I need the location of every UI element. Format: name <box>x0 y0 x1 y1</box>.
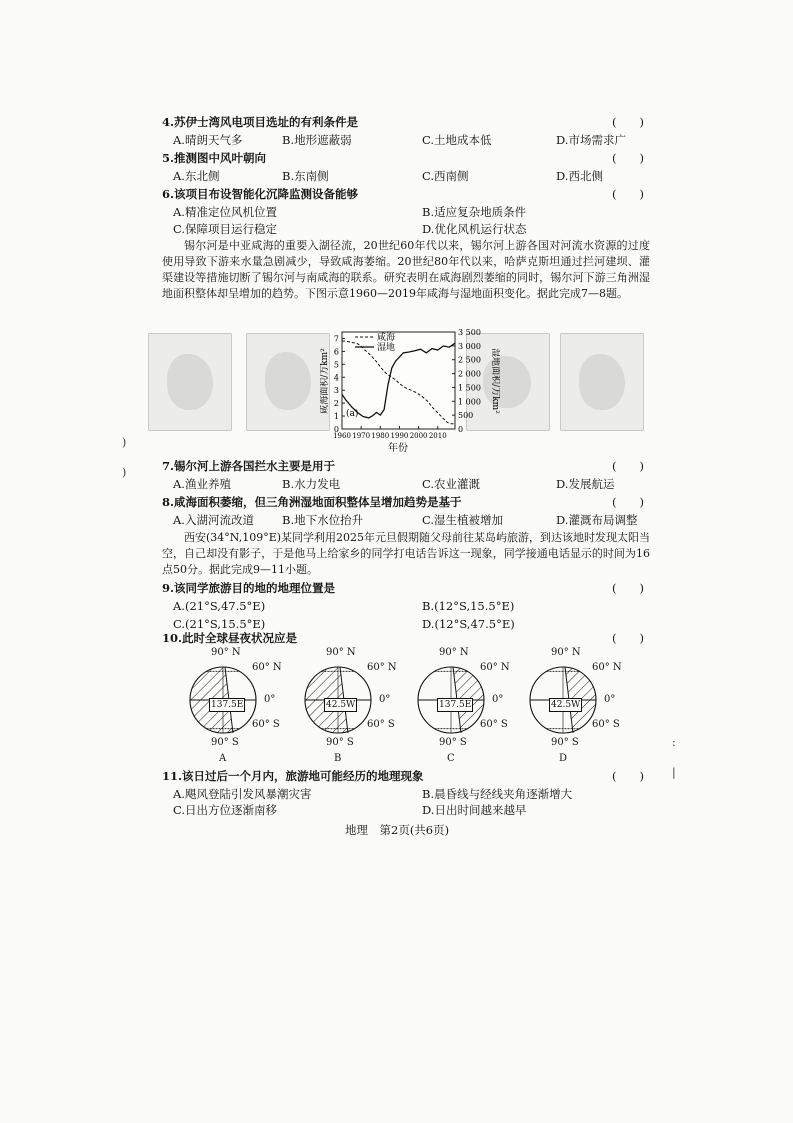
globe-label-equator: 0° <box>379 694 391 705</box>
globe-c <box>404 645 524 763</box>
x-tick-label: 2000 <box>409 432 428 440</box>
x-tick-label: 2010 <box>428 432 447 440</box>
globe-caption: B <box>334 753 342 764</box>
q8-option-a: A.入湖河流改道 <box>173 513 254 527</box>
q9-bracket: ( ) <box>612 581 644 595</box>
q4-option-c: C.土地成本低 <box>422 133 492 147</box>
globe-label-90n: 90° N <box>326 647 356 658</box>
q5-option-d: D.西北侧 <box>556 169 603 183</box>
margin-speck: | <box>672 766 676 779</box>
y-right-tick-label: 1 000 <box>458 397 481 407</box>
q11-option-b: B.晨昏线与经线夹角逐渐增大 <box>422 787 573 801</box>
globe-caption: A <box>219 753 227 764</box>
globe-label-90s: 90° S <box>551 737 579 748</box>
q8-bracket: ( ) <box>612 495 644 509</box>
y-left-tick-label: 6 <box>333 347 339 357</box>
q11-stem: 11.该日过后一个月内，旅游地可能经历的地理现象 <box>162 769 424 783</box>
passage-aral-sea: 锡尔河是中亚咸海的重要入湖径流，20世纪60年代以来，锡尔河上游各国对河流水资源的过度使用导致下游来水量急剧减少，导致咸海萎缩。20世纪80年代以来，哈萨克斯坦通过拦河建坝、灌渠建设等措施切断了锡尔河与南咸海的联系。研究表明在咸海剧烈萎缩的同时，锡尔河下游三角洲湿地面积整体却呈增加的趋势。下图示意1960—2019年咸海与湿地面积变化。据此完成7—8题。 <box>162 239 650 300</box>
globe-meridian-label: 42.5W <box>326 700 356 710</box>
globe-meridian-label: 137.5E <box>439 700 472 710</box>
q6-option-c: C.保障项目运行稳定 <box>173 222 278 236</box>
globe-label-90n: 90° N <box>439 647 469 658</box>
globe-b <box>291 645 411 763</box>
faint-map-4 <box>560 333 644 431</box>
globe-label-60n: 60° N <box>480 662 510 673</box>
q7-option-a: A.渔业养殖 <box>173 477 231 491</box>
globe-a <box>176 645 296 763</box>
q4-option-d: D.市场需求广 <box>556 133 626 147</box>
q6-bracket: ( ) <box>612 187 644 201</box>
q4-option-b: B.地形遮蔽弱 <box>282 133 352 147</box>
q6-option-d: D.优化风机运行状态 <box>422 222 527 236</box>
y-left-tick-label: 1 <box>333 412 339 422</box>
aral-sea-wetland-chart <box>320 325 500 455</box>
globe-label-60n: 60° N <box>252 662 282 673</box>
y-right-tick-label: 3 500 <box>458 328 481 337</box>
page-footer: 地理 第2页(共6页) <box>345 823 450 837</box>
x-tick-label: 1980 <box>371 432 390 440</box>
q11-option-c: C.日出方位逐渐南移 <box>173 803 278 817</box>
q10-stem: 10.此时全球昼夜状况应是 <box>162 631 298 645</box>
margin-speck: : <box>672 736 676 749</box>
globe-label-60n: 60° N <box>592 662 622 673</box>
y-right-tick-label: 2 500 <box>458 355 481 365</box>
globe-label-equator: 0° <box>264 694 276 705</box>
margin-speck: ) <box>122 466 127 479</box>
q8-option-c: C.湿生植被增加 <box>422 513 504 527</box>
globe-label-equator: 0° <box>604 694 616 705</box>
q8-option-b: B.地下水位抬升 <box>282 513 364 527</box>
q6-option-a: A.精准定位风机位置 <box>173 205 277 219</box>
faint-map-2 <box>246 333 330 431</box>
globe-label-60s: 60° S <box>367 719 395 730</box>
globe-caption: C <box>447 753 455 764</box>
y-left-tick-label: 0 <box>333 425 339 434</box>
q11-option-a: A.飓风登陆引发风暴潮灾害 <box>173 787 312 801</box>
globe-meridian-label: 42.5W <box>551 700 581 710</box>
y-right-tick-label: 500 <box>458 411 474 421</box>
q10-bracket: ( ) <box>612 631 644 645</box>
x-tick-label: 1990 <box>390 432 409 440</box>
legend-label-wetland: 湿地 <box>377 343 396 353</box>
globe-label-60n: 60° N <box>367 662 397 673</box>
passage-xian-trip: 西安(34°N,109°E)某同学利用2025年元旦假期随父母前往某岛屿旅游，到达该地时发现太阳当空，自己却没有影子，于是他马上给家乡的同学打电话告诉这一现象，同学接通电话显示的时间为16点50分。据此完成9—11小题。 <box>162 531 651 576</box>
y-left-tick-label: 3 <box>333 386 339 396</box>
globe-label-90s: 90° S <box>439 737 467 748</box>
q7-bracket: ( ) <box>612 459 644 473</box>
q7-stem: 7.锡尔河上游各国拦水主要是用于 <box>162 459 336 473</box>
q11-bracket: ( ) <box>612 769 644 783</box>
y-right-tick-label: 2 000 <box>458 369 481 379</box>
q9-option-a: A.(21°S,47.5°E) <box>173 599 266 613</box>
q5-option-b: B.东南侧 <box>282 169 329 183</box>
margin-speck: ) <box>122 436 127 449</box>
x-tick-label: 1960 <box>333 432 351 440</box>
q6-stem: 6.该项目布设智能化沉降监测设备能够 <box>162 187 359 201</box>
q9-option-d: D.(12°S,47.5°E) <box>422 617 515 631</box>
q4-option-a: A.晴朗天气多 <box>173 133 243 147</box>
globe-label-90n: 90° N <box>551 647 581 658</box>
y-left-tick-label: 4 <box>333 373 339 383</box>
globe-label-equator: 0° <box>492 694 504 705</box>
globe-label-90n: 90° N <box>211 647 241 658</box>
x-tick-label: 1970 <box>352 432 371 440</box>
q9-stem: 9.该同学旅游目的地的地理位置是 <box>162 581 336 595</box>
y-right-tick-label: 0 <box>458 425 464 434</box>
chart-ylabel-right: 湿地面积/万km² <box>490 348 500 414</box>
q5-option-c: C.西南侧 <box>422 169 469 183</box>
globe-meridian-label: 137.5E <box>211 700 244 710</box>
legend-label-aral: 咸海 <box>377 333 396 343</box>
globe-d <box>516 645 636 763</box>
q11-option-d: D.日出时间越来越早 <box>422 803 527 817</box>
chart-panel-label: (a) <box>346 409 359 419</box>
y-left-tick-label: 7 <box>333 334 339 344</box>
y-right-tick-label: 1 500 <box>458 383 481 393</box>
q9-option-b: B.(12°S,15.5°E) <box>422 599 515 613</box>
q5-option-a: A.东北侧 <box>173 169 220 183</box>
q9-option-c: C.(21°S,15.5°E) <box>173 617 266 631</box>
q8-stem: 8.咸海面积萎缩，但三角洲湿地面积整体呈增加趋势是基于 <box>162 495 462 509</box>
chart-ylabel-left: 咸海面积/万km² <box>320 348 330 414</box>
q4-bracket: ( ) <box>612 115 644 129</box>
globe-label-60s: 60° S <box>252 719 280 730</box>
globe-label-90s: 90° S <box>211 737 239 748</box>
y-right-tick-label: 3 000 <box>458 341 481 351</box>
q5-bracket: ( ) <box>612 151 644 165</box>
globe-label-90s: 90° S <box>326 737 354 748</box>
q8-option-d: D.灌溉布局调整 <box>556 513 638 527</box>
globe-label-60s: 60° S <box>480 719 508 730</box>
chart-xlabel: 年份 <box>388 443 408 454</box>
q4-stem: 4.苏伊士湾风电项目选址的有利条件是 <box>162 115 359 129</box>
q7-option-c: C.农业灌溉 <box>422 477 481 491</box>
q7-option-d: D.发展航运 <box>556 477 615 491</box>
q6-option-b: B.适应复杂地质条件 <box>422 205 527 219</box>
faint-map-1 <box>148 333 232 431</box>
globe-caption: D <box>559 753 568 764</box>
q7-option-b: B.水力发电 <box>282 477 341 491</box>
y-left-tick-label: 2 <box>333 399 339 409</box>
globe-label-60s: 60° S <box>592 719 620 730</box>
q5-stem: 5.推测图中风叶朝向 <box>162 151 267 165</box>
y-left-tick-label: 5 <box>333 360 339 370</box>
